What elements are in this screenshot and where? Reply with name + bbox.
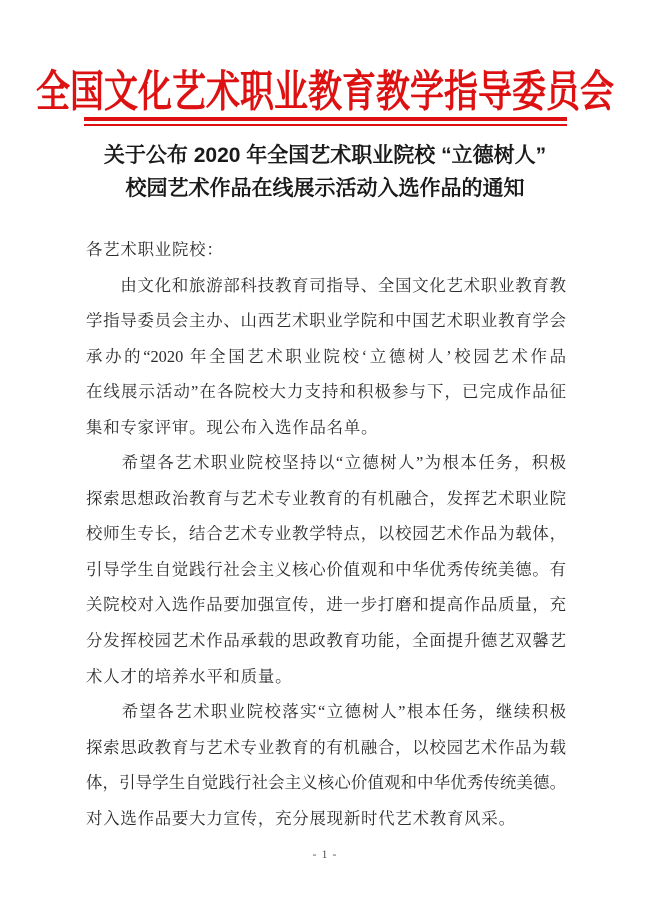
doc-title-line-2: 校园艺术作品在线展示活动入选作品的通知 bbox=[125, 177, 525, 200]
doc-title-line-1: 关于公布 2020 年全国艺术职业院校 “立德树人” bbox=[103, 144, 547, 167]
body-line: 探索思想政治教育与艺术专业教育的有机融合，发挥艺术职业院 bbox=[86, 488, 566, 508]
body-line: 引导学生自觉践行社会主义核心价值观和中华优秀传统美德。有 bbox=[86, 559, 566, 579]
document-body bbox=[86, 232, 566, 836]
body-line: 集和专家评审。现公布入选作品名单。 bbox=[86, 417, 379, 437]
body-line: 校师生专长，结合艺术专业教学特点，以校园艺术作品为载体， bbox=[86, 524, 566, 544]
body-line: 术人才的培养水平和质量。 bbox=[86, 666, 293, 686]
body-line: 体，引导学生自觉践行社会主义核心价值观和中华优秀传统美德。 bbox=[86, 773, 566, 793]
body-line: 对入选作品要大力宣传，充分展现新时代艺术教育风采。 bbox=[86, 808, 516, 828]
body-line: 各艺术职业院校： bbox=[86, 240, 224, 259]
body-line: 希望各艺术职业院校落实“立德树人”根本任务，继续积极 bbox=[86, 702, 566, 722]
page-number: - 1 - bbox=[312, 847, 338, 861]
body-line: 承办的“2020 年全国艺术职业院校‘立德树人’校园艺术作品 bbox=[86, 346, 566, 366]
body-line: 探索思政教育与艺术专业教育的有机融合，以校园艺术作品为载 bbox=[86, 737, 566, 757]
org-title: 全国文化艺术职业教育教学指导委员会 bbox=[36, 69, 614, 117]
body-line: 学指导委员会主办、山西艺术职业学院和中国艺术职业教育学会 bbox=[86, 311, 566, 331]
body-line: 在线展示活动”在各院校大力支持和积极参与下，已完成作品征 bbox=[86, 382, 566, 402]
body-line: 关院校对入选作品要加强宣传，进一步打磨和提高作品质量，充 bbox=[86, 595, 566, 615]
body-line: 希望各艺术职业院校坚持以“立德树人”为根本任务，积极 bbox=[86, 453, 566, 473]
red-divider bbox=[84, 117, 567, 126]
body-line: 分发挥校园艺术作品承载的思政教育功能，全面提升德艺双馨艺 bbox=[86, 631, 566, 651]
doc-title bbox=[0, 139, 650, 205]
body-line: 由文化和旅游部科技教育司指导、全国文化艺术职业教育教 bbox=[86, 275, 566, 295]
